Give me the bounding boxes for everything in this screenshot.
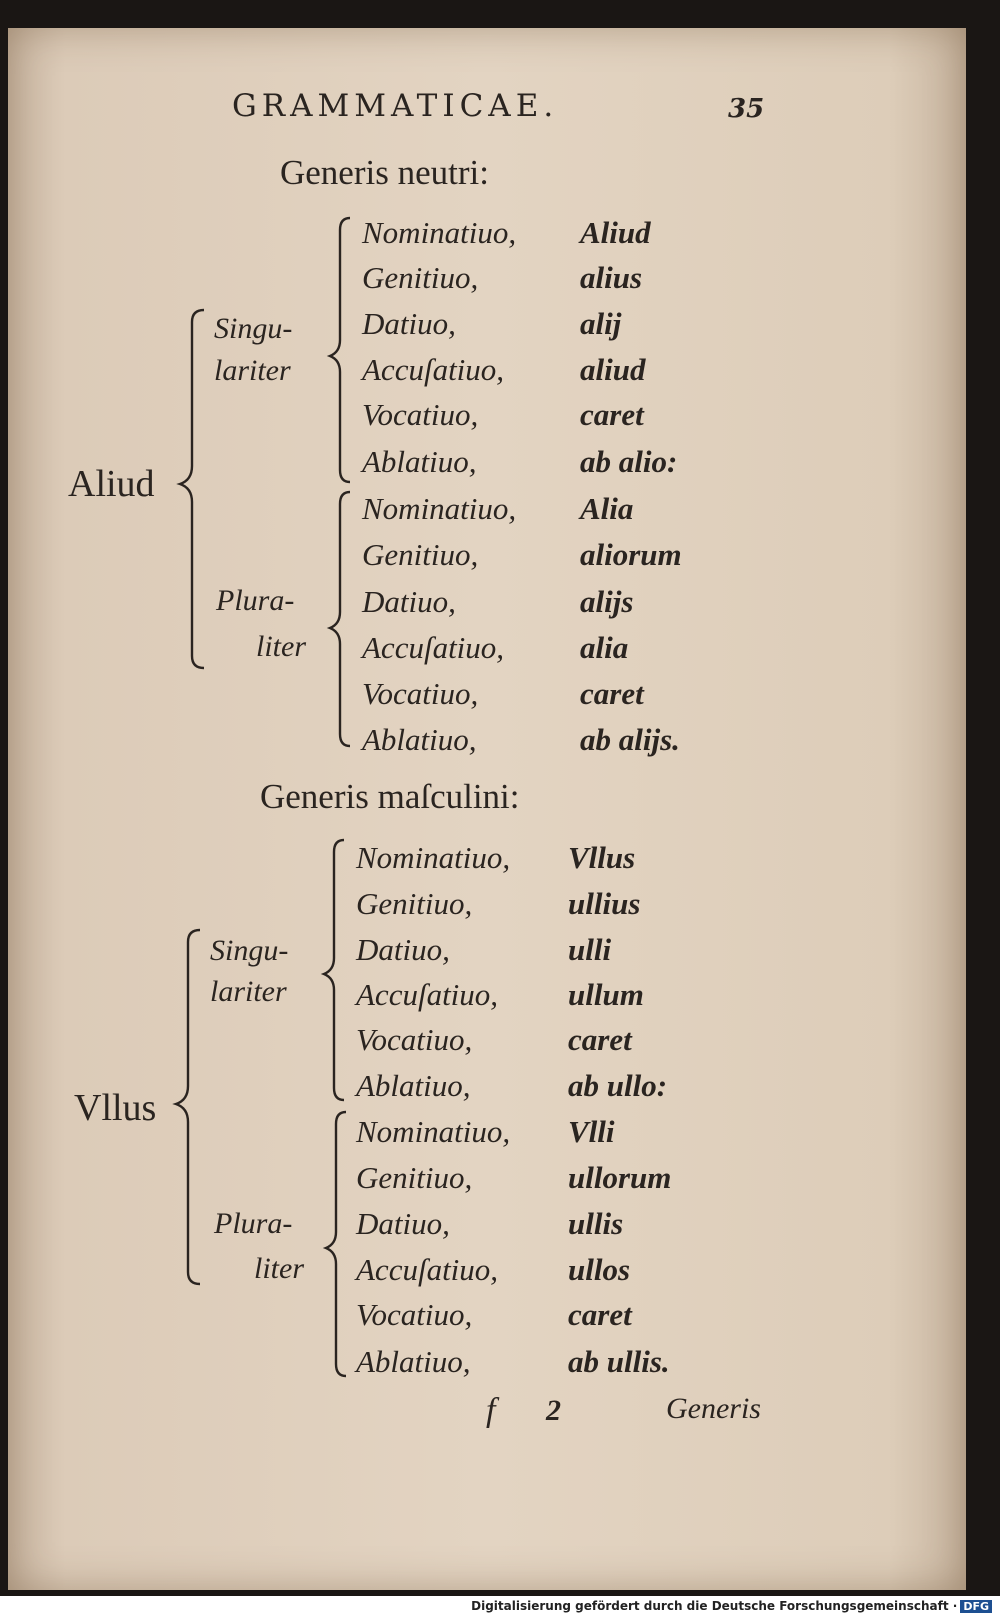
case-form: ullum — [568, 977, 644, 1012]
case-name: Vocatiuo, — [356, 1297, 473, 1332]
case-name: Ablatiuo, — [362, 722, 477, 757]
case-name: Ablatiuo, — [356, 1068, 471, 1103]
case-form: caret — [568, 1297, 632, 1332]
case-form: alij — [580, 306, 622, 341]
case-name: Accuſatiuo, — [356, 1252, 499, 1287]
case-name: Genitiuo, — [356, 886, 473, 921]
case-form: caret — [580, 676, 644, 711]
case-brace — [330, 492, 350, 746]
section-title: Generis neutri: — [280, 153, 489, 192]
case-name: Genitiuo, — [362, 537, 479, 572]
page-number: 35 — [728, 94, 765, 124]
number-label-line: lariter — [210, 975, 287, 1008]
case-form: alia — [580, 630, 629, 665]
case-form: ullorum — [568, 1160, 672, 1195]
case-name: Datiuo, — [356, 932, 450, 967]
case-form: ab ullo: — [568, 1068, 668, 1103]
case-name: Ablatiuo, — [356, 1344, 471, 1379]
case-form: caret — [568, 1022, 632, 1057]
case-name: Nominatiuo, — [356, 1114, 511, 1149]
case-name: Datiuo, — [362, 584, 456, 619]
case-form: Alia — [580, 491, 634, 526]
lemma-brace — [176, 930, 200, 1284]
section-title: Generis maſculini: — [260, 777, 520, 816]
number-label-line: liter — [256, 630, 306, 663]
lemma-brace — [180, 310, 204, 668]
signature-mark: f — [486, 1392, 496, 1429]
case-brace — [326, 1112, 346, 1376]
case-name: Datiuo, — [362, 306, 456, 341]
case-form: ab alio: — [580, 444, 678, 479]
case-name: Vocatiuo, — [362, 397, 479, 432]
case-form: aliorum — [580, 537, 682, 572]
number-label-line: lariter — [214, 354, 291, 387]
case-name: Ablatiuo, — [362, 444, 477, 479]
number-label-line: liter — [254, 1252, 304, 1285]
credit-text: Digitalisierung gefördert durch die Deutsche Forschungsgemeinschaft · — [471, 1599, 958, 1613]
case-name: Vocatiuo, — [356, 1022, 473, 1057]
case-name: Vocatiuo, — [362, 676, 479, 711]
case-form: alijs — [580, 584, 634, 619]
lemma: Vllus — [74, 1087, 157, 1129]
case-brace — [324, 840, 344, 1100]
case-form: Vllus — [568, 840, 636, 875]
catchword: Generis — [666, 1392, 761, 1425]
case-form: caret — [580, 397, 644, 432]
case-name: Genitiuo, — [362, 260, 479, 295]
case-form: aliud — [580, 352, 646, 387]
case-form: ulli — [568, 932, 612, 967]
case-brace — [330, 218, 350, 482]
case-form: Aliud — [580, 215, 651, 250]
case-form: ab alijs. — [580, 722, 680, 757]
case-form: alius — [580, 260, 643, 295]
case-form: Vlli — [568, 1114, 615, 1149]
case-name: Accuſatiuo, — [356, 977, 499, 1012]
signature-number: 2 — [546, 1394, 561, 1427]
case-name: Nominatiuo, — [356, 840, 511, 875]
case-form: ab ullis. — [568, 1344, 670, 1379]
number-label-line: Plura- — [216, 584, 295, 617]
case-name: Nominatiuo, — [362, 215, 517, 250]
case-name: Datiuo, — [356, 1206, 450, 1241]
case-name: Nominatiuo, — [362, 491, 517, 526]
dfg-logo: DFG — [960, 1600, 992, 1613]
credit-line — [471, 1599, 992, 1613]
case-form: ullis — [568, 1206, 624, 1241]
case-name: Genitiuo, — [356, 1160, 473, 1195]
number-label-line: Singu- — [210, 934, 289, 967]
lemma: Aliud — [68, 463, 155, 505]
number-label-line: Plura- — [214, 1207, 293, 1240]
running-title: GRAMMATICAE. — [232, 88, 559, 124]
number-label-line: Singu- — [214, 312, 293, 345]
case-name: Accuſatiuo, — [362, 630, 505, 665]
case-form: ullius — [568, 886, 641, 921]
case-form: ullos — [568, 1252, 631, 1287]
case-name: Accuſatiuo, — [362, 352, 505, 387]
